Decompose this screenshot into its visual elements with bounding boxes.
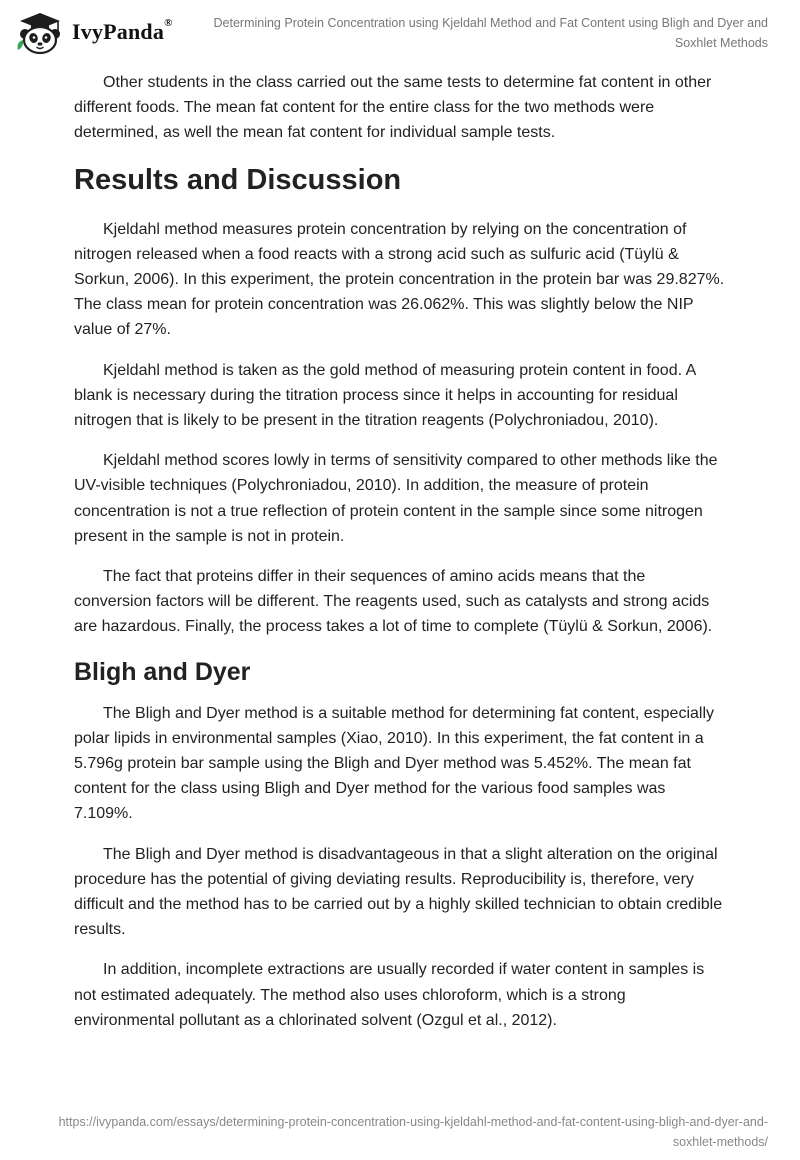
paragraph-bligh-3: In addition, incomplete extractions are usually recorded if water content in samples is not estimated adequately. The method also uses chloroform, which is a strong environmental pollutant as a chlorinated solvent (Ozgul et al., 2012). — [74, 961, 705, 1029]
heading-results-and-discussion: Results and Discussion — [74, 163, 402, 196]
paragraph-results-1: Kjeldahl method measures protein concentration by relying on the concentration of nitrogen released when a food reacts with a strong acid such as sulfuric acid (Tüylü & Sorkun, 2006). In this experiment, the protein concentration in the protein bar was 29.827%. The class mean for protein concentration was 26.062%. This was slightly below the NIP value of 27%. — [74, 220, 725, 339]
paragraph-results-2: Kjeldahl method is taken as the gold method of measuring protein content in food. A blank is necessary during the titration process since it helps in accounting for residual nitrogen that is likely to be present in the titration reagents (Polychroniadou, 2010). — [74, 361, 696, 430]
paragraph-bligh-1: The Bligh and Dyer method is a suitable method for determining fat content, especially polar lipids in environmental samples (Xiao, 2010). In this experiment, the fat content in a 5.796g protein bar sample using the Bligh and Dyer method was 5.452%. The mean fat content for the class using Bligh and Dyer method for the various food samples was 7.109%. — [74, 704, 714, 823]
paragraph-results-4: The fact that proteins differ in their sequences of amino acids means that the conversion factors will be different. The reagents used, such as catalysts and strong acids are hazardous. Finally, the process takes a lot of time to complete (Tüylü & Sorkun, 2006). — [74, 568, 713, 636]
ivypanda-logo[interactable] — [14, 10, 173, 54]
document-title: Determining Protein Concentration using Kjeldahl Method and Fat Content using Bligh and Dyer and Soxhlet Methods — [213, 16, 768, 50]
logo-text: IvyPanda® — [72, 17, 173, 44]
essay-body — [74, 70, 726, 1048]
page-header — [0, 0, 800, 60]
paragraph-intro: Other students in the class carried out the same tests to determine fat content in other different foods. The mean fat content for the entire class for the two methods were determined, as well the mean fat content for individual sample tests. — [74, 74, 712, 142]
panda-graduation-cap-icon — [14, 10, 66, 54]
paragraph-bligh-2: The Bligh and Dyer method is disadvantageous in that a slight alteration on the original procedure has the potential of giving deviating results. Reproducibility is, therefore, very difficult and the method has to be carried out by a highly skilled technician to obtain credible results. — [74, 845, 723, 939]
paragraph-results-3: Kjeldahl method scores lowly in terms of sensitivity compared to other methods like the UV-visible techniques (Polychroniadou, 2010). In addition, the measure of protein concentration is not a true reflection of protein content in the sample since some nitrogen present in the sample is not in protein. — [74, 452, 718, 545]
heading-bligh-and-dyer: Bligh and Dyer — [74, 657, 251, 686]
source-url-footer[interactable]: https://ivypanda.com/essays/determining-protein-concentration-using-kjeldahl-method-and-fat-content-using-bligh-and-dyer-and-soxhlet-methods/ — [58, 1115, 768, 1149]
